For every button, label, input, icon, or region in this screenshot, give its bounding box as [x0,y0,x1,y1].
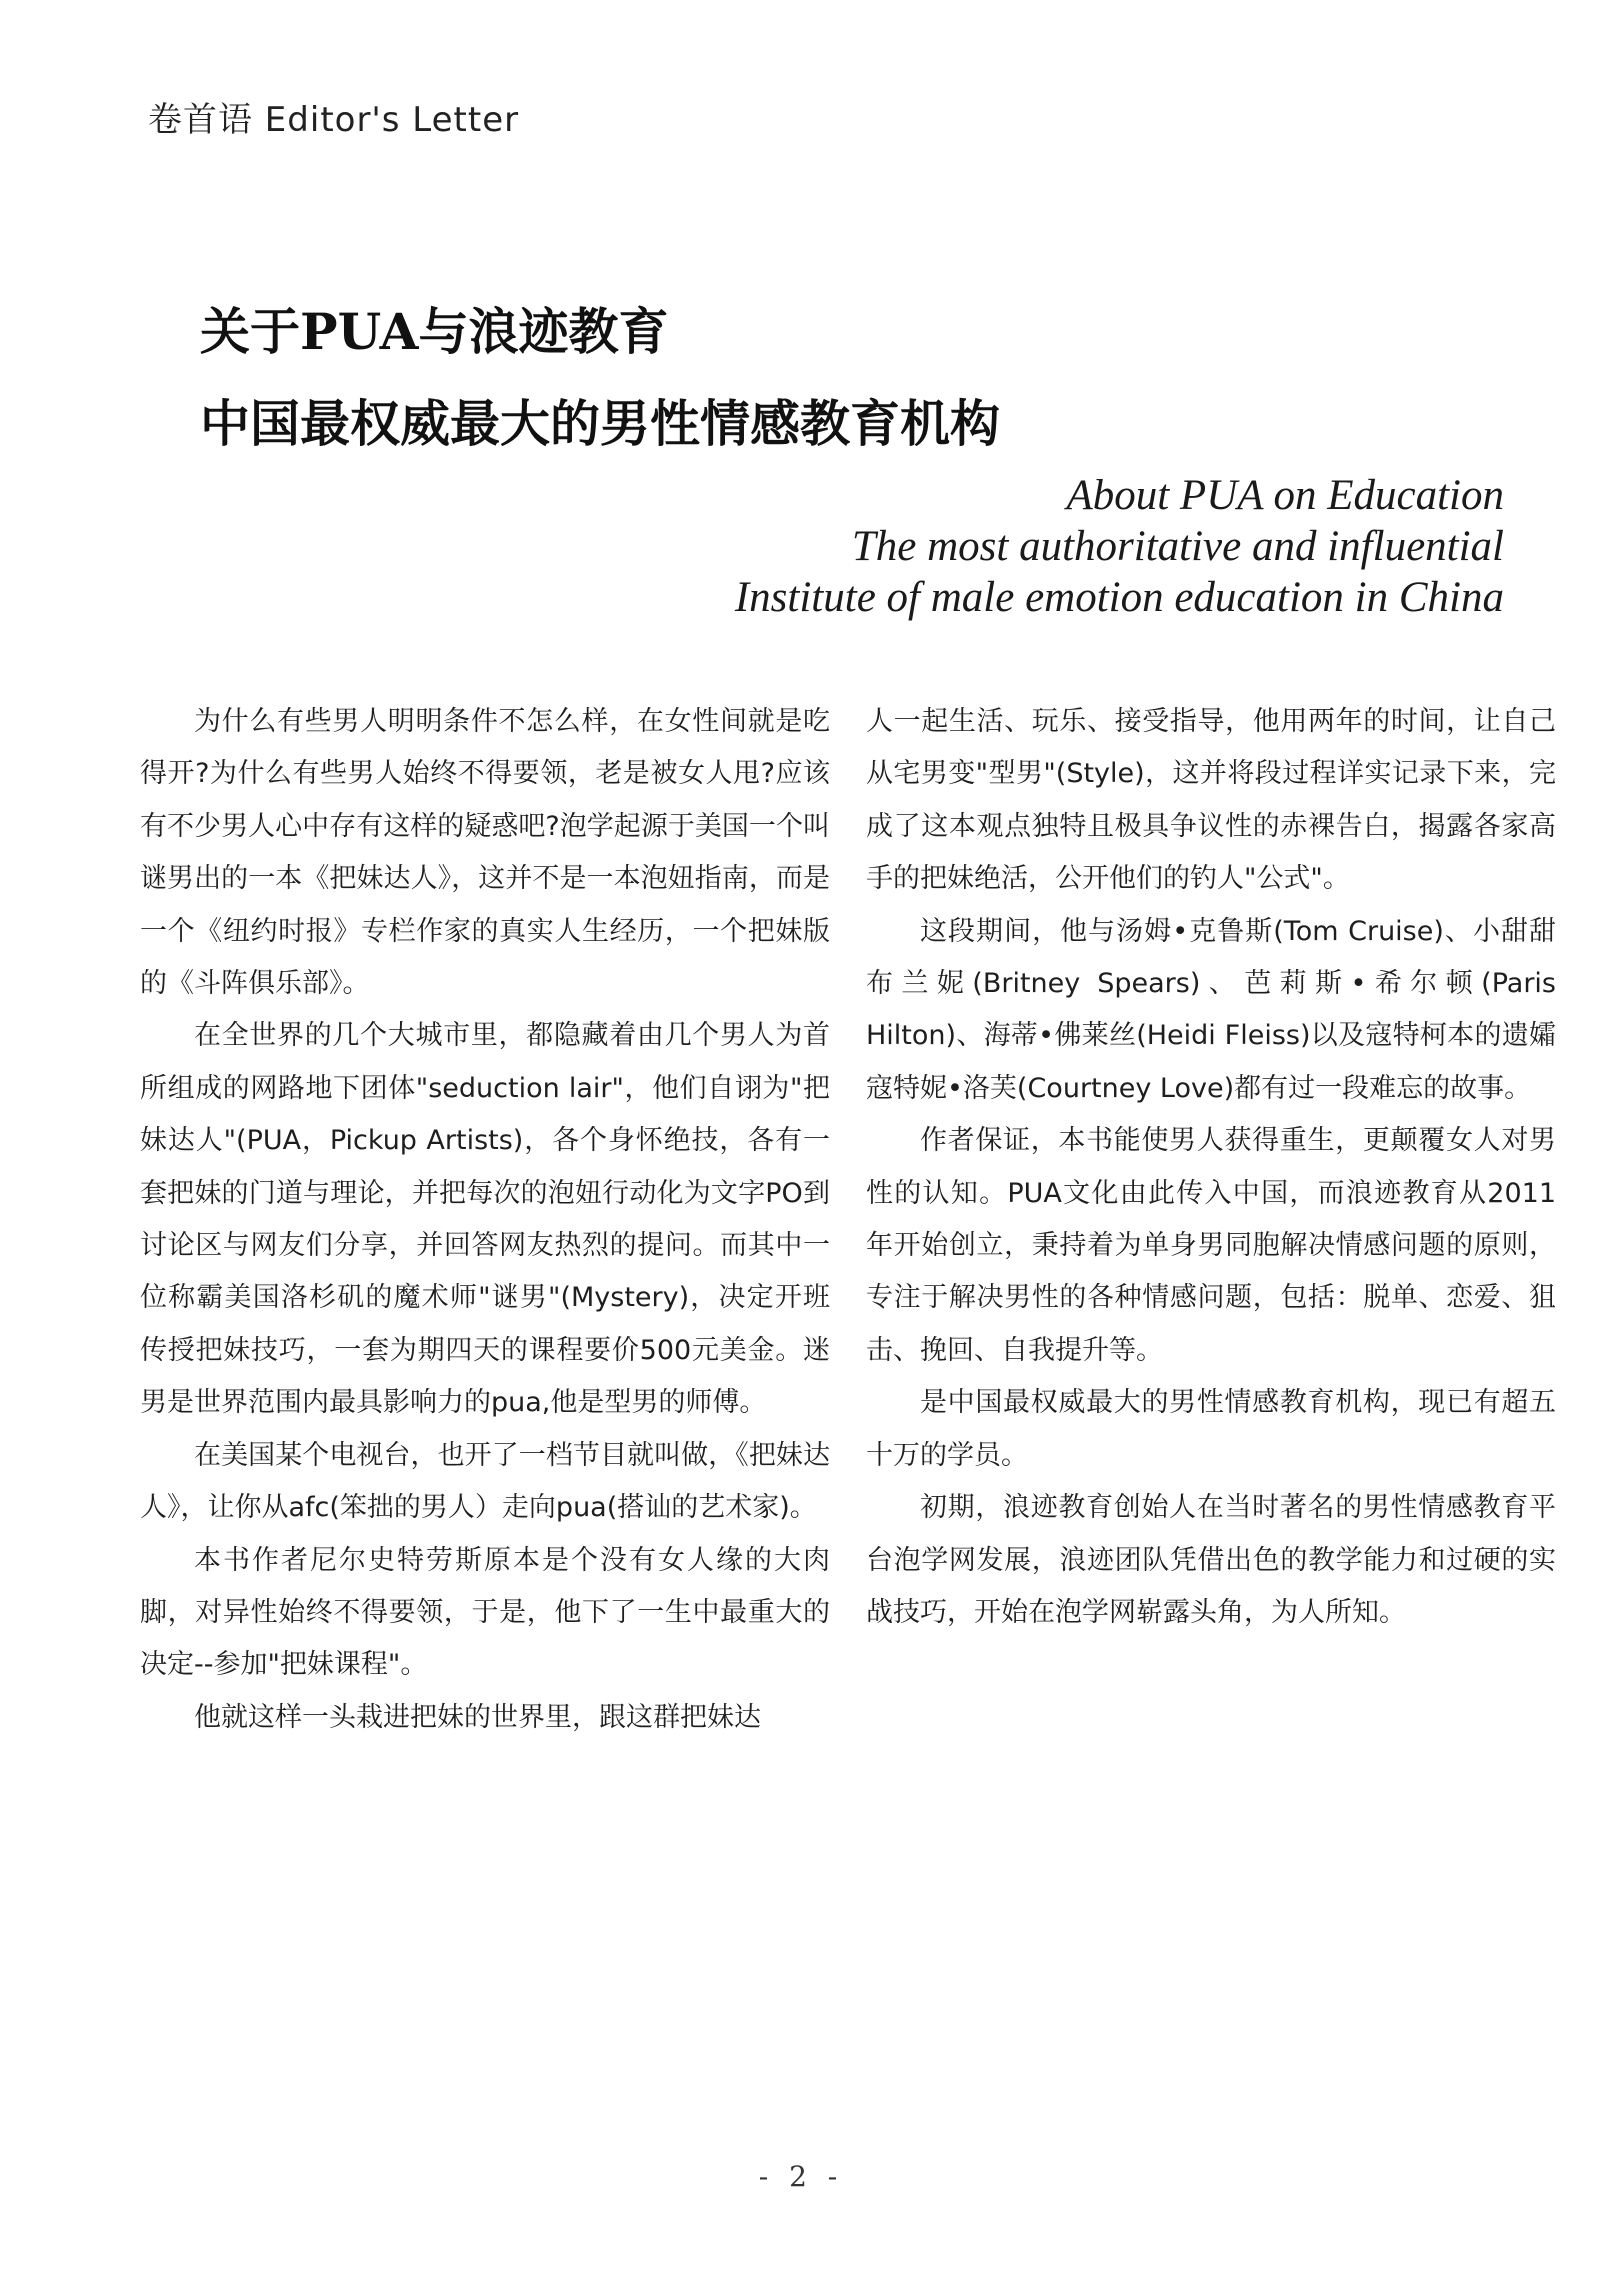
english-title-line-1: About PUA on Education [1066,472,1504,519]
right-column [866,696,1556,1639]
paragraph-continued: 人一起生活、玩乐、接受指导，他用两年的时间，让自己从宅男变"型男"(Style)，这并将段过程详实记录下来，完成了这本观点独特且极具争议性的赤裸告白，揭露各家高手的把妹绝活，公开他们的钓人"公式"。 [866,706,1556,895]
english-title [404,470,1504,623]
paragraph: 本书作者尼尔史特劳斯原本是个没有女人缘的大肉脚，对异性始终不得要领，于是，他下了一生中最重大的决定--参加"把妹课程"。 [140,1544,830,1681]
paragraph: 在美国某个电视台，也开了一档节目就叫做，《把妹达人》，让你从afc(笨拙的男人）走向pua(搭讪的艺术家)。 [140,1439,830,1524]
left-column [140,696,830,1744]
chinese-title [200,286,1450,470]
paragraph: 在全世界的几个大城市里，都隐藏着由几个男人为首所组成的网路地下团体"seduction lair"，他们自诩为"把妹达人"(PUA，Pickup Artists)，各个身怀绝技，各有一套把妹的门道与理论，并把每次的泡妞行动化为文字PO到讨论区与网友们分享，并回答网友热烈的提问。而其中一位称霸美国洛杉矶的魔术师"谜男"(Mystery)，决定开班传授把妹技巧，一套为期四天的课程要价500元美金。迷男是世界范围内最具影响力的pua,他是型男的师傅。 [140,1020,830,1419]
paragraph: 初期，浪迹教育创始人在当时著名的男性情感教育平台泡学网发展，浪迹团队凭借出色的教学能力和过硬的实战技巧，开始在泡学网崭露头角，为人所知。 [866,1492,1556,1628]
chinese-title-line-1: 关于PUA与浪迹教育 [200,302,669,361]
paragraph: 是中国最权威最大的男性情感教育机构，现已有超五十万的学员。 [866,1387,1556,1471]
english-title-line-3: Institute of male emotion education in China [734,574,1504,621]
paragraph: 这段期间，他与汤姆•克鲁斯(Tom Cruise)、小甜甜布兰妮(Britney Spears)、芭莉斯•希尔顿(Paris Hilton)、海蒂•佛莱丝(Heidi Fleiss)以及寇特柯本的遗孀寇特妮•洛芙(Courtney Love)都有过一段难忘的故事。 [866,915,1556,1104]
page-number: - 2 - [758,2160,844,2193]
paragraph: 作者保证，本书能使男人获得重生，更颠覆女人对男性的认知。PUA文化由此传入中国，而浪迹教育从2011年开始创立，秉持着为单身男同胞解决情感问题的原则，专注于解决男性的各种情感问题，包括：脱单、恋爱、狙击、挽回、自我提升等。 [866,1125,1556,1366]
section-label: 卷首语 Editor's Letter [148,100,520,140]
paragraph: 他就这样一头栽进把妹的世界里，跟这群把妹达 [194,1701,761,1733]
paragraph: 为什么有些男人明明条件不怎么样，在女性间就是吃得开?为什么有些男人始终不得要领，老是被女人甩?应该有不少男人心中存有这样的疑惑吧?泡学起源于美国一个叫谜男出的一本《把妹达人》，这并不是一本泡妞指南，而是一个《纽约时报》专栏作家的真实人生经历，一个把妹版的《斗阵俱乐部》。 [140,706,830,1000]
chinese-title-line-2: 中国最权威最大的男性情感教育机构 [200,394,1000,453]
english-title-line-2: The most authoritative and influential [851,523,1504,570]
